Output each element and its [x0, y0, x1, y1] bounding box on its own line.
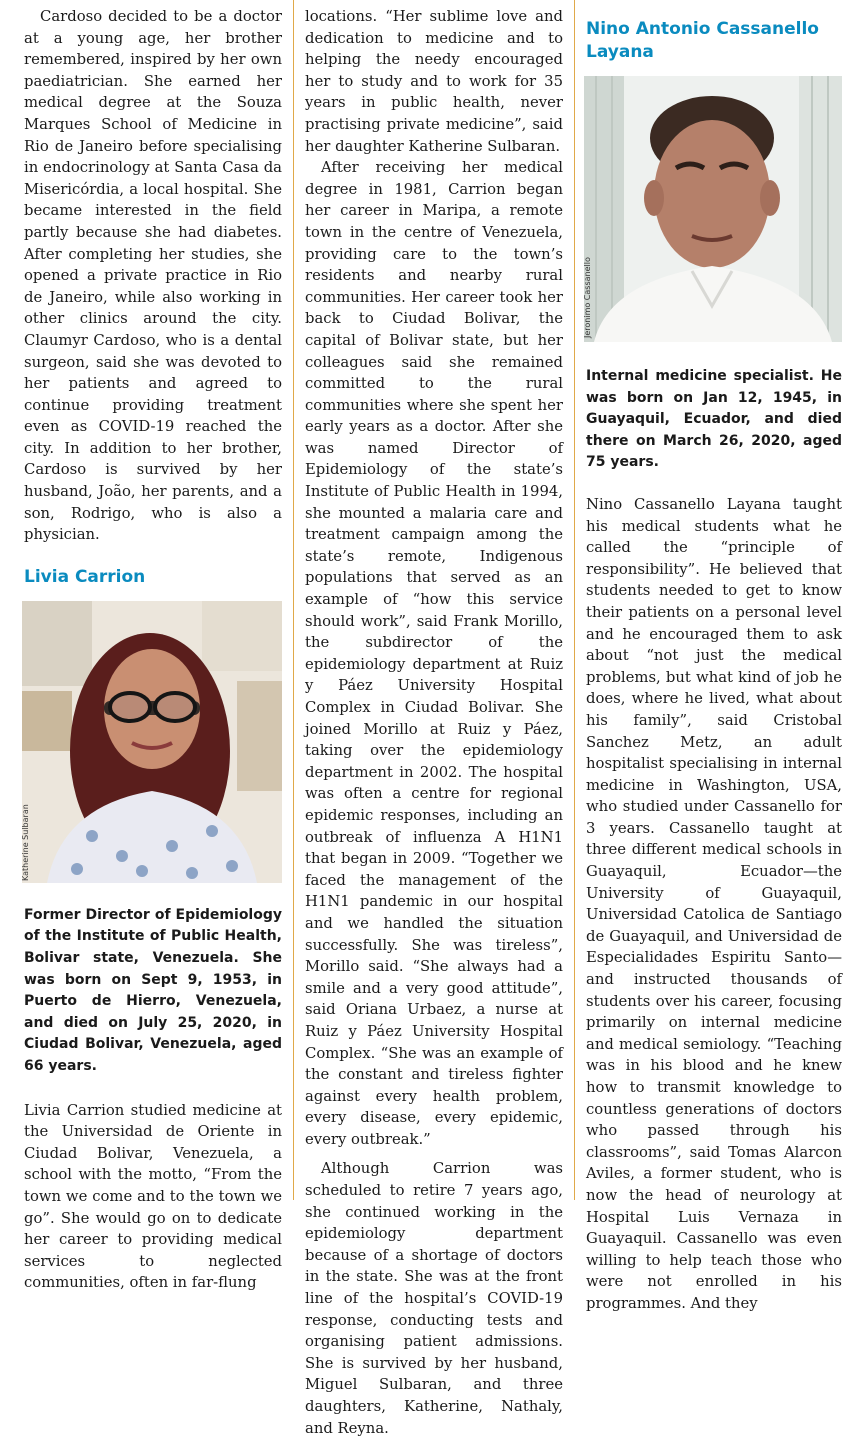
portrait-man-image	[584, 76, 842, 342]
livia-carrion-body-paragraph: Livia Carrion studied medicine at the Universidad de Oriente in Ciudad Bolivar, Venezuela, a school with the motto, “From the town we come and to the town we go”. She would go on to dedicate her career to providing medical services to neglected communities, often in far-flung	[24, 1101, 282, 1292]
carrion-continuation-paragraph: locations. “Her sublime love and dedication to medicine and to helping the needy encouraged her to study and to work for 35 years in public health, never practising private medicine”, said her daughter Katherine Sulbaran.	[305, 8, 563, 155]
livia-carrion-summary: Former Director of Epidemiology of the Institute of Public Health, Bolivar state, Venezuela. She was born on Sept 9, 1953, in Puerto de Hierro, Venezuela, and died on July 25, 2020, in Ciudad Bolivar, Venezuela, aged 66 years.	[24, 906, 282, 1074]
nino-cassanello-summary: Internal medicine specialist. He was born on Jan 12, 1945, in Guayaquil, Ecuador, and died there on March 26, 2020, aged 75 years.	[586, 368, 842, 471]
obituary-heading-nino-cassanello: Nino Antonio Cassanello Layana	[586, 19, 819, 62]
column-divider	[574, 0, 575, 1200]
column-3	[583, 0, 842, 1315]
carrion-career-paragraph: After receiving her medical degree in 1981, Carrion began her career in Maripa, a remote town in the centre of Venezuela, providing care to the town’s residents and nearby rural communities. Her career took her back to Ciudad Bolivar, the capital of Bolivar state, but her colleagues said she remained committed to the rural communities where she spent her early years as a doctor. After she was named Director of Epidemiology of the state’s Institute of Public Health in 1994, she mounted a malaria care and treatment campaign among the state’s remote, Indigenous populations that served as an example of “how this service should work”, said Frank Morillo, the subdirector of the epidemiology department at Ruiz y Páez University Hospital Complex in Ciudad Bolivar. She joined Morillo at Ruiz y Páez, taking over the epidemiology department in 2002. The hospital was often a centre for regional epidemic responses, including an outbreak of influenza A H1N1 that began in 2009. “Together we faced the management of the H1N1 pandemic in our hospital and we handled the situation successfully. She was tireless”, Morillo said. “She always had a smile and a very good attitude”, said Oriana Urbaez, a nurse at Ruiz y Páez University Hospital Complex. “She was an example of the constant and tireless fighter against every health problem, every disease, every epidemic, every outbreak.”	[305, 159, 563, 1148]
cardoso-continuation-paragraph: Cardoso decided to be a doctor at a young age, her brother remembered, inspired by her own paediatrician. She earned her medical degree at the Souza Marques School of Medicine in Rio de Janeiro before specialising in endocrinology at Santa Casa da Misericórdia, a local hospital. She became interested in the field partly because she had diabetes. After completing her studies, she opened a private practice in Rio de Janeiro, while also working in other clinics around the city. Claumyr Cardoso, who is a dental surgeon, said she was devoted to her patients and agreed to continue providing treatment even as COVID-19 reached the city. In addition to her brother, Cardoso is survived by her husband, João, her parents, and a son, Rodrigo, who is also a physician.	[24, 8, 282, 544]
photo-credit: Jeronimo Cassanello	[583, 257, 592, 338]
portrait-woman-image	[22, 601, 282, 883]
carrion-retirement-paragraph: Although Carrion was scheduled to retire 7 years ago, she continued working in the epidemiology department because of a shortage of doctors in the state. She was at the front line of the hospital’s COVID-19 response, conducting tests and organising patient admissions. She is survived by her husband, Miguel Sulbaran, and three daughters, Katherine, Nathaly, and Reyna.	[305, 1160, 563, 1437]
photo-credit: Katherine Sulbaran	[21, 804, 30, 881]
nino-cassanello-body-paragraph: Nino Cassanello Layana taught his medical students what he called the “principle of responsibility”. He believed that students needed to get to know their patients on a personal level and he encouraged them to ask about “not just the medical problems, but what kind of job he does, where he lived, what about his family”, said Cristobal Sanchez Metz, an adult hospitalist specialising in internal medicine in Washington, USA, who studied under Cassanello for 3 years. Cassanello taught at three different medical schools in Guayaquil, Ecuador—the University of Guayaquil, Universidad Catolica de Santiago de Guayaquil, and Universidad de Especialidades Espiritu Santo—and instructed thousands of students over his career, focusing primarily on internal medicine and medical semiology. “Teaching was in his blood and he knew how to transmit knowledge to countless generations of doctors who passed through his classrooms”, said Tomas Alarcon Aviles, a former student, who is now the head of neurology at Hospital Luis Vernaza in Guayaquil. Cassanello was even willing to help teach those who were not enrolled in his programmes. And they	[586, 495, 842, 1312]
column-1	[21, 0, 282, 1294]
livia-carrion-photo	[22, 601, 282, 883]
column-2	[305, 0, 563, 1439]
nino-cassanello-photo	[584, 76, 842, 342]
obituary-heading-livia-carrion: Livia Carrion	[24, 566, 146, 587]
column-divider	[293, 0, 294, 1200]
